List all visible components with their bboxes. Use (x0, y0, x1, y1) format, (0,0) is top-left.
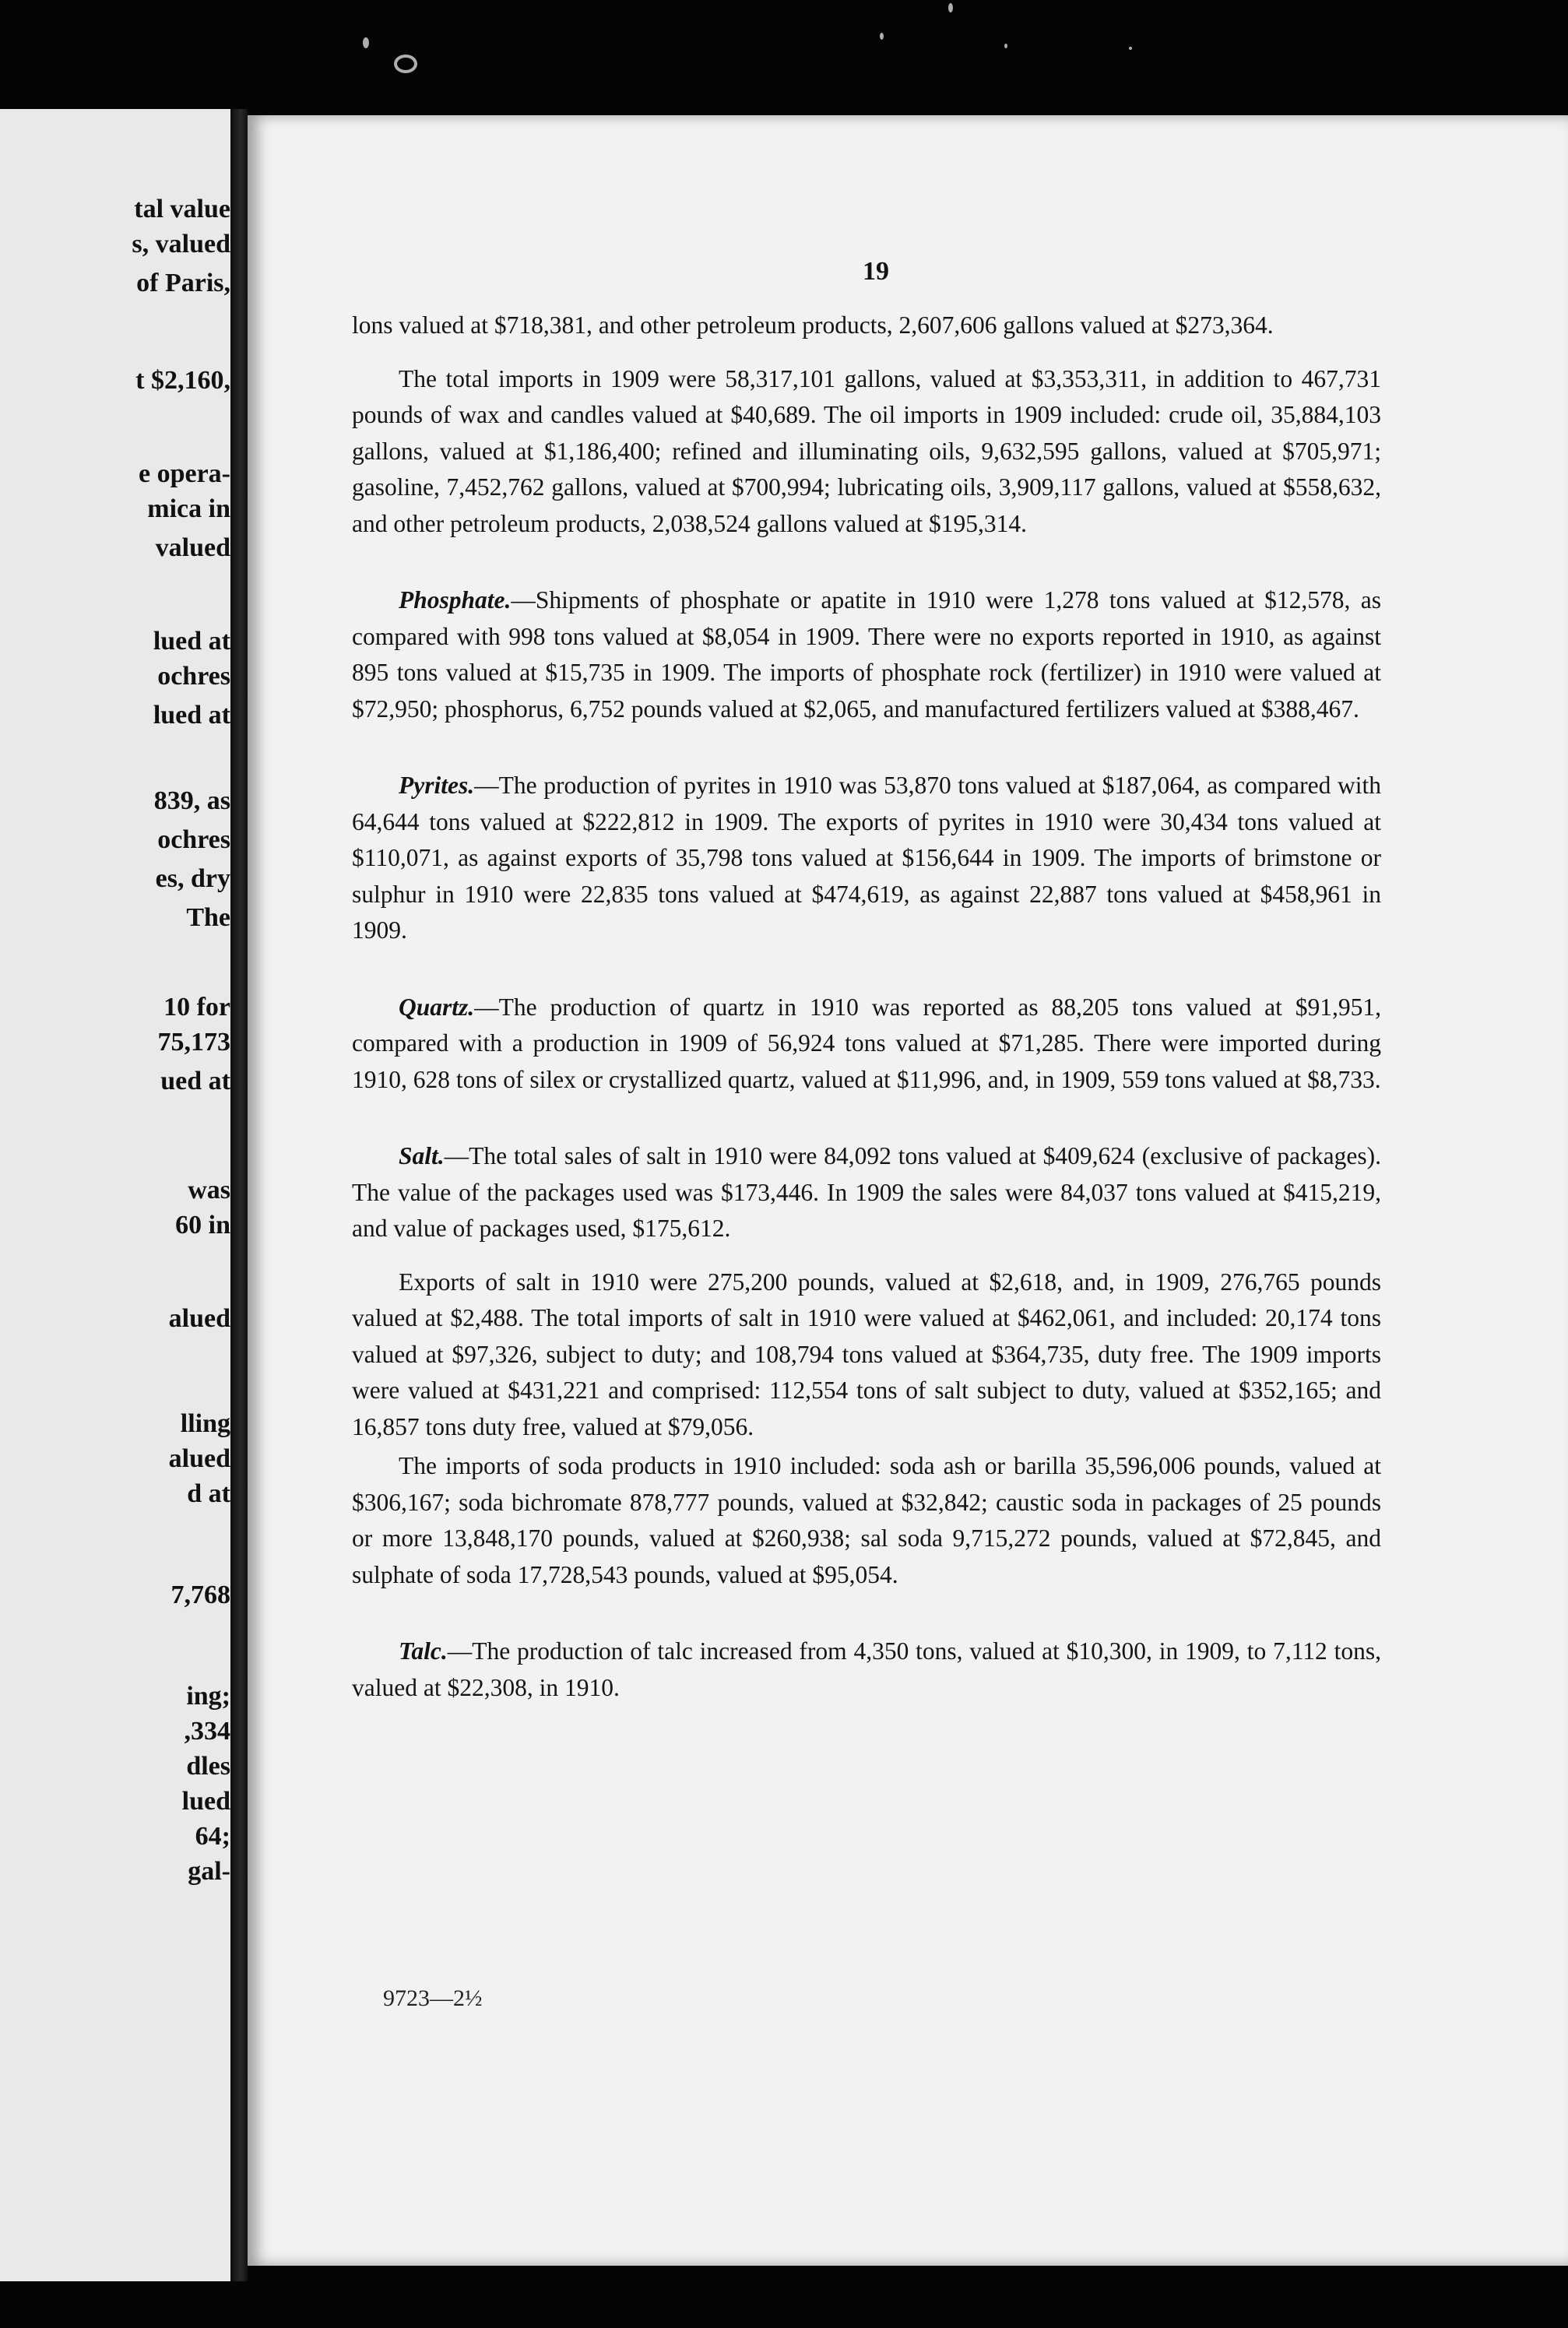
facing-page-line: e opera- (138, 459, 230, 488)
scan-speck (394, 55, 417, 73)
section-heading: Quartz. (399, 993, 475, 1021)
facing-page-line: lling (180, 1409, 230, 1438)
paragraph-petroleum-continued (352, 308, 1381, 344)
facing-page-line: alued (168, 1304, 230, 1333)
page-body (352, 308, 1381, 1706)
paragraph-text: —The production of pyrites in 1910 was 53,870 tons valued at $187,064, as compared with 64,644 tons valued at $222,812 in 1909. The exports of pyrites in 1910 were 30,434 tons valued at $110,071, as against exports of 35,798 tons valued at $156,644 in 1909. The imports of brimstone or sulphur in 1910 were 22,835 tons valued at $474,619, as against 22,887 tons valued at $458,961 in 1909. (352, 772, 1381, 944)
facing-page-line: 7,768 (171, 1581, 230, 1609)
facing-page-line: valued (155, 533, 230, 562)
facing-page-line: 839, as (153, 786, 230, 815)
paragraph-salt (352, 1138, 1381, 1247)
section-heading: Pyrites. (399, 772, 475, 799)
book-gutter (230, 109, 248, 2281)
facing-page-line: alued (168, 1444, 230, 1473)
paragraph-text: —The total sales of salt in 1910 were 84,092 tons valued at $409,624 (exclusive of packages). The value of the packages used was $173,446. In 1909 the sales were 84,037 tons valued at $415,219, and value of packages used, $175,612. (352, 1142, 1381, 1242)
paragraph-soda (352, 1448, 1381, 1593)
facing-page-line: 64; (195, 1822, 230, 1851)
paragraph-quartz (352, 990, 1381, 1099)
facing-page-line: d at (187, 1479, 230, 1508)
scan-speck (363, 37, 369, 48)
paragraph-text: —The production of talc increased from 4,350 tons, valued at $10,300, in 1909, to 7,112 tons, valued at $22,308, in 1910. (352, 1637, 1381, 1701)
facing-page-line: gal- (188, 1857, 230, 1886)
facing-page-line: s, valued (132, 230, 230, 258)
facing-page-line: lued at (153, 701, 230, 730)
facing-page-line: ,334 (184, 1717, 230, 1746)
paragraph-oil-imports (352, 361, 1381, 543)
facing-page-line: mica in (147, 494, 230, 523)
facing-page-line: ing; (186, 1682, 230, 1711)
facing-page-line: dles (186, 1752, 230, 1781)
facing-page-line: was (188, 1176, 230, 1204)
paragraph-text: —Shipments of phosphate or apatite in 1910 were 1,278 tons valued at $12,578, as compared with 998 tons valued at $8,054 in 1909. There were no exports reported in 1910, as against 895 tons valued at $15,735 in 1909. The imports of phosphate rock (fertilizer) in 1910 were valued at $72,950; phosphorus, 6,752 pounds valued at $2,065, and manufactured fertilizers valued at $388,467. (352, 586, 1381, 723)
section-heading: Salt. (399, 1142, 445, 1169)
facing-page-line: 60 in (175, 1211, 230, 1240)
facing-page-line: tal value (134, 195, 230, 223)
scan-speck (880, 33, 884, 40)
section-heading: Talc. (399, 1637, 448, 1665)
paragraph-text: Exports of salt in 1910 were 275,200 pounds, valued at $2,618, and, in 1909, 276,765 pounds valued at $2,488. The total imports of salt in 1910 were valued at $462,061, and included: 20,174 tons valued at $97,326, subject to duty; and 108,794 tons valued at $364,735, duty free. The 1909 imports were valued at $431,221 and comprised: 112,554 tons of salt subject to duty, valued at $352,165; and 16,857 tons duty free, valued at $79,056. (352, 1268, 1381, 1440)
scan-speck (1129, 47, 1132, 50)
scan-speck (1004, 44, 1007, 48)
paragraph-phosphate (352, 582, 1381, 727)
paragraph-text: The imports of soda products in 1910 included: soda ash or barilla 35,596,006 pounds, valued at $306,167; soda bichromate 878,777 pounds, valued at $32,842; caustic soda in packages of 25 pounds or more 13,848,170 pounds, valued at $260,938; sal soda 9,715,272 pounds, valued at $72,845, and sulphate of soda 17,728,543 pounds, valued at $95,054. (352, 1452, 1381, 1588)
paragraph-salt-trade (352, 1264, 1381, 1446)
facing-page-text (0, 109, 234, 2281)
section-heading: Phosphate. (399, 586, 512, 614)
paragraph-text: lons valued at $718,381, and other petroleum products, 2,607,606 gallons valued at $273,364. (352, 311, 1274, 339)
facing-page-line: 10 for (163, 993, 230, 1022)
facing-page-line: ochres (157, 662, 230, 691)
facing-page-line: t $2,160, (135, 366, 230, 395)
facing-page-line: lued (181, 1787, 230, 1816)
printer-code: 9723—2½ (383, 1985, 483, 2011)
paragraph-talc (352, 1633, 1381, 1706)
facing-page-line: The (186, 903, 230, 932)
page-number: 19 (863, 257, 889, 286)
facing-page-line: ochres (157, 825, 230, 854)
facing-page-line: 75,173 (157, 1028, 230, 1057)
facing-page-line: es, dry (155, 864, 230, 893)
facing-page-line: lued at (153, 627, 230, 656)
facing-page (0, 109, 234, 2281)
paragraph-text: —The production of quartz in 1910 was reported as 88,205 tons valued at $91,951, compared with a production in 1909 of 56,924 tons valued at $71,285. There were imported during 1910, 628 tons of silex or crystallized quartz, valued at $11,996, and, in 1909, 559 tons valued at $8,733. (352, 993, 1381, 1093)
paragraph-pyrites (352, 768, 1381, 949)
paragraph-text: The total imports in 1909 were 58,317,101 gallons, valued at $3,353,311, in addition to 467,731 pounds of wax and candles valued at $40,689. The oil imports in 1909 included: crude oil, 35,884,103 gallons, valued at $1,186,400; refined and illuminating oils, 9,632,595 gallons, valued at $705,971; gasoline, 7,452,762 gallons, valued at $700,994; lubricating oils, 3,909,117 gallons, valued at $558,632, and other petroleum products, 2,038,524 gallons valued at $195,314. (352, 364, 1381, 537)
scan-speck (948, 3, 953, 12)
facing-page-line: ued at (160, 1067, 230, 1095)
facing-page-line: of Paris, (136, 269, 230, 297)
